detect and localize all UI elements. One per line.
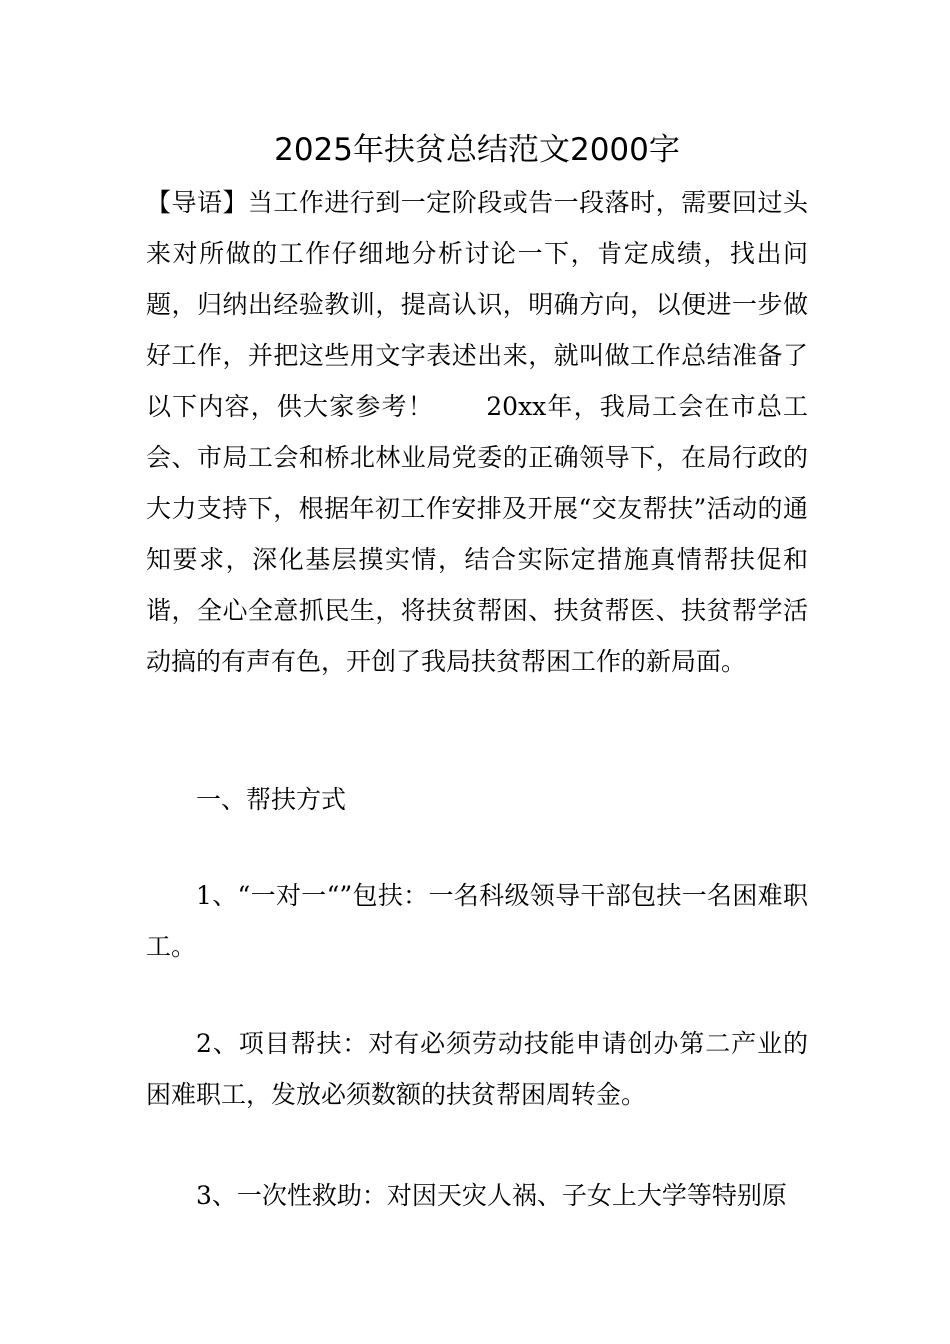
document-title: 2025年扶贫总结范文2000字 bbox=[274, 132, 680, 168]
list-item: 1、“一对一“”包扶：一名科级领导干部包扶一名困难职工。 bbox=[146, 881, 808, 961]
intro-paragraph: 【导语】当工作进行到一定阶段或告一段落时，需要回过头来对所做的工作仔细地分析讨论一下，肯定成绩，找出问题，归纳出经验教训，提高认识，明确方向，以便进一步做好工作，并把这些用文字表述出来，就叫做工作总结准备了以下内容，供大家参考！ 20xx年，我局工会在市总工会、市局工会和桥北林业局党委的正确领导下，在局行政的大力支持下，根据年初工作安排及开展“交友帮扶”活动的通知要求，深化基层摸实情，结合实际定措施真情帮扶促和谐，全心全意抓民生，将扶贫帮困、扶贫帮医、扶贫帮学活动搞的有声有色，开创了我局扶贫帮困工作的新局面。 bbox=[146, 188, 808, 676]
list-item: 2、项目帮扶：对有必须劳动技能申请创办第二产业的困难职工，发放必须数额的扶贫帮困周转金。 bbox=[146, 1029, 808, 1109]
list-item: 3、一次性救助：对因天灾人祸、子女上大学等特别原 bbox=[196, 1181, 787, 1210]
section-heading: 一、帮扶方式 bbox=[196, 785, 347, 814]
